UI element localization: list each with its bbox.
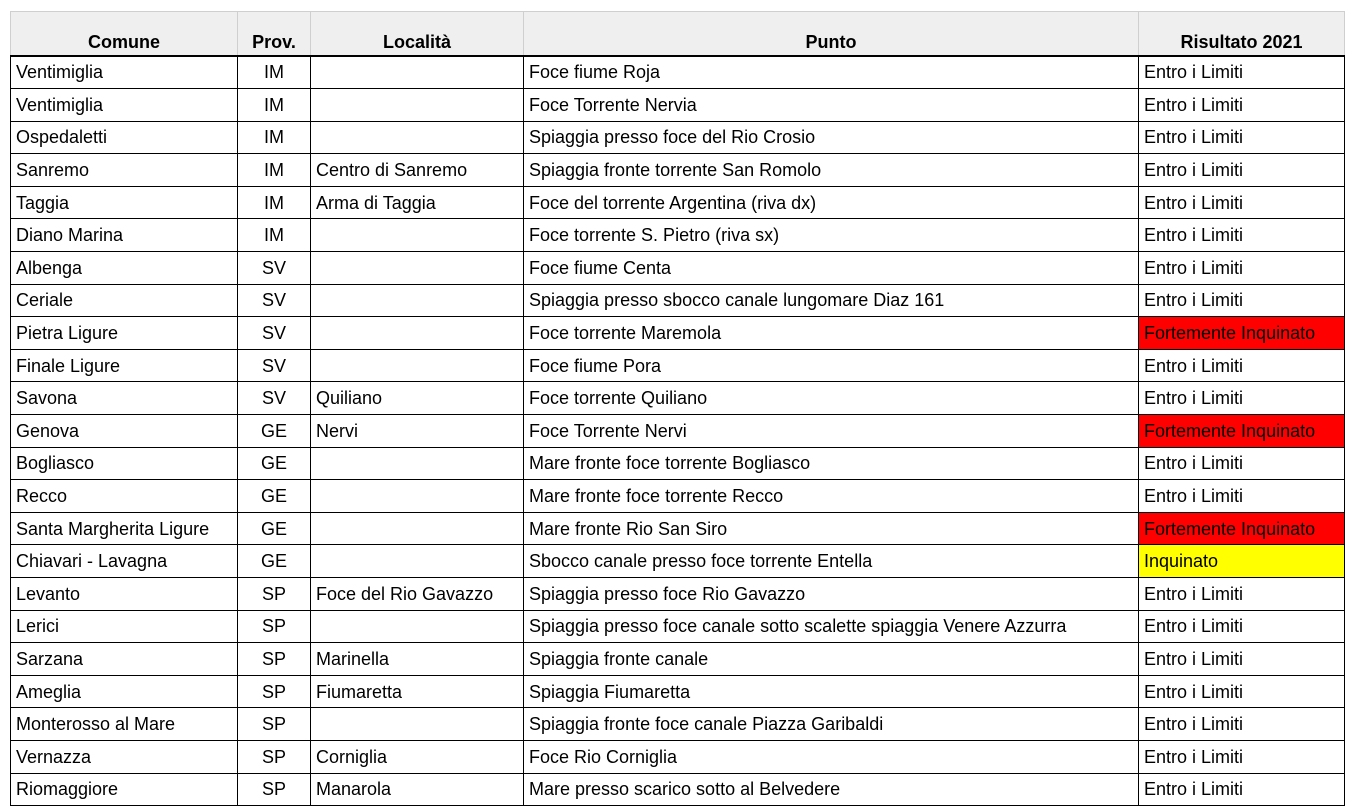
table-row [11, 252, 1345, 285]
table-row [11, 740, 1345, 773]
table-row [11, 121, 1345, 154]
cell-comune[interactable]: Sanremo [11, 154, 238, 187]
cell-risultato[interactable]: Entro i Limiti [1139, 578, 1345, 611]
header-prov[interactable]: Prov. [238, 12, 311, 56]
header-comune[interactable]: Comune [11, 12, 238, 56]
cell-punto[interactable]: Foce Torrente Nervia [524, 89, 1139, 122]
cell-punto[interactable]: Spiaggia fronte foce canale Piazza Garibaldi [524, 708, 1139, 741]
cell-prov[interactable]: GE [238, 447, 311, 480]
cell-punto[interactable]: Spiaggia presso foce Rio Gavazzo [524, 578, 1139, 611]
cell-localita[interactable] [311, 56, 524, 89]
cell-risultato-fortemente-inquinato[interactable]: Fortemente Inquinato [1139, 512, 1345, 545]
cell-risultato-inquinato[interactable]: Inquinato [1139, 545, 1345, 578]
cell-localita[interactable] [311, 545, 524, 578]
cell-prov[interactable]: SP [238, 740, 311, 773]
cell-comune[interactable]: Ameglia [11, 675, 238, 708]
cell-comune[interactable]: Santa Margherita Ligure [11, 512, 238, 545]
table-row [11, 545, 1345, 578]
table-row [11, 708, 1345, 741]
cell-risultato[interactable]: Entro i Limiti [1139, 643, 1345, 676]
cell-risultato[interactable]: Entro i Limiti [1139, 349, 1345, 382]
table-row [11, 773, 1345, 806]
table-row [11, 154, 1345, 187]
cell-prov[interactable]: SV [238, 382, 311, 415]
cell-prov[interactable]: IM [238, 219, 311, 252]
table-row [11, 317, 1345, 350]
cell-risultato[interactable]: Entro i Limiti [1139, 675, 1345, 708]
cell-prov[interactable]: SP [238, 610, 311, 643]
cell-localita[interactable]: Nervi [311, 415, 524, 448]
table-row [11, 56, 1345, 89]
cell-risultato[interactable]: Entro i Limiti [1139, 252, 1345, 285]
cell-prov[interactable]: SP [238, 643, 311, 676]
cell-punto[interactable]: Spiaggia presso sbocco canale lungomare Diaz 161 [524, 284, 1139, 317]
cell-risultato[interactable]: Entro i Limiti [1139, 773, 1345, 806]
table-row [11, 447, 1345, 480]
cell-prov[interactable]: SV [238, 317, 311, 350]
cell-localita[interactable]: Manarola [311, 773, 524, 806]
table-row [11, 578, 1345, 611]
cell-prov[interactable]: SP [238, 578, 311, 611]
cell-comune[interactable]: Ventimiglia [11, 56, 238, 89]
cell-prov[interactable]: GE [238, 480, 311, 513]
cell-punto[interactable]: Spiaggia presso foce del Rio Crosio [524, 121, 1139, 154]
table-row [11, 480, 1345, 513]
cell-risultato[interactable]: Entro i Limiti [1139, 186, 1345, 219]
table-row [11, 512, 1345, 545]
cell-punto[interactable]: Spiaggia presso foce canale sotto scalette spiaggia Venere Azzurra [524, 610, 1139, 643]
cell-localita[interactable]: Marinella [311, 643, 524, 676]
cell-prov[interactable]: GE [238, 545, 311, 578]
cell-comune[interactable]: Albenga [11, 252, 238, 285]
cell-prov[interactable]: IM [238, 154, 311, 187]
cell-punto[interactable]: Spiaggia fronte canale [524, 643, 1139, 676]
cell-risultato[interactable]: Entro i Limiti [1139, 219, 1345, 252]
cell-risultato[interactable]: Entro i Limiti [1139, 382, 1345, 415]
cell-localita[interactable] [311, 252, 524, 285]
cell-comune[interactable]: Diano Marina [11, 219, 238, 252]
cell-localita[interactable]: Foce del Rio Gavazzo [311, 578, 524, 611]
cell-punto[interactable]: Mare fronte Rio San Siro [524, 512, 1139, 545]
cell-comune[interactable]: Ceriale [11, 284, 238, 317]
cell-risultato-fortemente-inquinato[interactable]: Fortemente Inquinato [1139, 317, 1345, 350]
cell-localita[interactable]: Quiliano [311, 382, 524, 415]
cell-punto[interactable]: Foce torrente Quiliano [524, 382, 1139, 415]
cell-prov[interactable]: IM [238, 56, 311, 89]
cell-localita[interactable] [311, 447, 524, 480]
cell-prov[interactable]: SV [238, 284, 311, 317]
cell-risultato[interactable]: Entro i Limiti [1139, 708, 1345, 741]
cell-comune[interactable]: Genova [11, 415, 238, 448]
table-header [11, 12, 1345, 56]
cell-comune[interactable]: Ventimiglia [11, 89, 238, 122]
cell-localita[interactable] [311, 480, 524, 513]
table-row [11, 415, 1345, 448]
cell-comune[interactable]: Vernazza [11, 740, 238, 773]
cell-comune[interactable]: Monterosso al Mare [11, 708, 238, 741]
cell-comune[interactable]: Levanto [11, 578, 238, 611]
cell-punto[interactable]: Foce del torrente Argentina (riva dx) [524, 186, 1139, 219]
cell-localita[interactable] [311, 317, 524, 350]
cell-risultato[interactable]: Entro i Limiti [1139, 89, 1345, 122]
cell-punto[interactable]: Foce fiume Centa [524, 252, 1139, 285]
cell-comune[interactable]: Savona [11, 382, 238, 415]
cell-prov[interactable]: SP [238, 675, 311, 708]
cell-punto[interactable]: Foce fiume Pora [524, 349, 1139, 382]
header-punto[interactable]: Punto [524, 12, 1139, 56]
header-row [11, 12, 1345, 56]
cell-localita[interactable]: Centro di Sanremo [311, 154, 524, 187]
cell-prov[interactable]: GE [238, 512, 311, 545]
cell-risultato[interactable]: Entro i Limiti [1139, 154, 1345, 187]
cell-punto[interactable]: Foce fiume Roja [524, 56, 1139, 89]
cell-comune[interactable]: Pietra Ligure [11, 317, 238, 350]
cell-risultato[interactable]: Entro i Limiti [1139, 740, 1345, 773]
cell-punto[interactable]: Foce Rio Corniglia [524, 740, 1139, 773]
cell-comune[interactable]: Finale Ligure [11, 349, 238, 382]
cell-punto[interactable]: Spiaggia Fiumaretta [524, 675, 1139, 708]
table-row [11, 89, 1345, 122]
table-row [11, 382, 1345, 415]
cell-localita[interactable] [311, 284, 524, 317]
cell-comune[interactable]: Riomaggiore [11, 773, 238, 806]
cell-risultato-fortemente-inquinato[interactable]: Fortemente Inquinato [1139, 415, 1345, 448]
results-table [10, 11, 1345, 806]
table-row [11, 219, 1345, 252]
table-row [11, 284, 1345, 317]
table-row [11, 186, 1345, 219]
cell-risultato[interactable]: Entro i Limiti [1139, 480, 1345, 513]
spreadsheet-wrapper [10, 11, 1345, 806]
cell-prov[interactable]: SP [238, 708, 311, 741]
cell-comune[interactable]: Ospedaletti [11, 121, 238, 154]
cell-localita[interactable] [311, 512, 524, 545]
cell-risultato[interactable]: Entro i Limiti [1139, 121, 1345, 154]
cell-localita[interactable]: Arma di Taggia [311, 186, 524, 219]
cell-comune[interactable]: Taggia [11, 186, 238, 219]
cell-localita[interactable] [311, 708, 524, 741]
table-row [11, 675, 1345, 708]
cell-risultato[interactable]: Entro i Limiti [1139, 610, 1345, 643]
cell-punto[interactable]: Foce torrente Maremola [524, 317, 1139, 350]
cell-localita[interactable] [311, 121, 524, 154]
cell-punto[interactable]: Foce torrente S. Pietro (riva sx) [524, 219, 1139, 252]
cell-localita[interactable] [311, 89, 524, 122]
cell-punto[interactable]: Mare presso scarico sotto al Belvedere [524, 773, 1139, 806]
cell-punto[interactable]: Sbocco canale presso foce torrente Entella [524, 545, 1139, 578]
cell-punto[interactable]: Foce Torrente Nervi [524, 415, 1139, 448]
cell-comune[interactable]: Chiavari - Lavagna [11, 545, 238, 578]
cell-prov[interactable]: IM [238, 89, 311, 122]
cell-comune[interactable]: Lerici [11, 610, 238, 643]
cell-prov[interactable]: GE [238, 415, 311, 448]
cell-risultato[interactable]: Entro i Limiti [1139, 447, 1345, 480]
header-risultato[interactable]: Risultato 2021 [1139, 12, 1345, 56]
cell-prov[interactable]: SV [238, 349, 311, 382]
cell-comune[interactable]: Recco [11, 480, 238, 513]
cell-localita[interactable] [311, 219, 524, 252]
cell-punto[interactable]: Spiaggia fronte torrente San Romolo [524, 154, 1139, 187]
cell-prov[interactable]: IM [238, 121, 311, 154]
table-row [11, 610, 1345, 643]
table-row [11, 349, 1345, 382]
cell-punto[interactable]: Mare fronte foce torrente Recco [524, 480, 1139, 513]
cell-comune[interactable]: Sarzana [11, 643, 238, 676]
cell-localita[interactable] [311, 610, 524, 643]
cell-comune[interactable]: Bogliasco [11, 447, 238, 480]
header-localita[interactable]: Località [311, 12, 524, 56]
cell-prov[interactable]: SP [238, 773, 311, 806]
cell-prov[interactable]: IM [238, 186, 311, 219]
cell-punto[interactable]: Mare fronte foce torrente Bogliasco [524, 447, 1139, 480]
cell-localita[interactable] [311, 349, 524, 382]
cell-prov[interactable]: SV [238, 252, 311, 285]
cell-localita[interactable]: Corniglia [311, 740, 524, 773]
cell-localita[interactable]: Fiumaretta [311, 675, 524, 708]
cell-risultato[interactable]: Entro i Limiti [1139, 56, 1345, 89]
table-row [11, 643, 1345, 676]
table-body [11, 56, 1345, 806]
cell-risultato[interactable]: Entro i Limiti [1139, 284, 1345, 317]
